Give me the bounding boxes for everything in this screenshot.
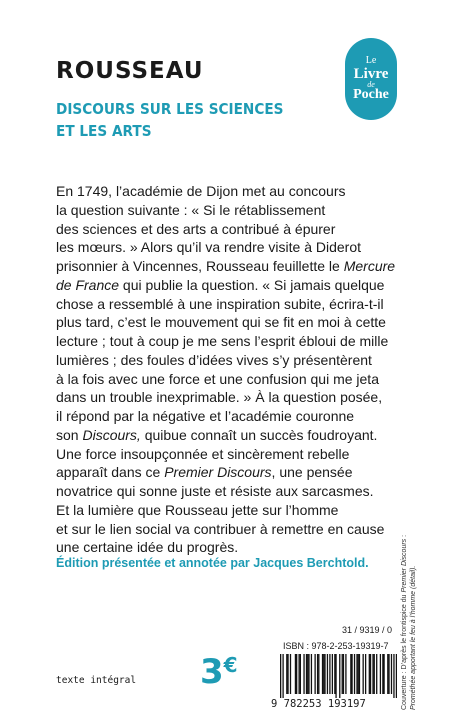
blurb-line xyxy=(56,351,396,370)
blurb-line xyxy=(56,445,396,464)
barcode-bar xyxy=(303,654,304,694)
blurb-line xyxy=(56,426,396,445)
italic-text: Premier Discours xyxy=(401,538,408,593)
text-segment: quibue connaît un succès foudroyant. xyxy=(140,426,378,443)
barcode-bar xyxy=(308,654,309,694)
blurb-line xyxy=(56,501,396,520)
barcode-bar xyxy=(318,654,319,694)
barcode-bar xyxy=(282,654,283,698)
blurb-line xyxy=(56,407,396,426)
barcode-bar xyxy=(383,654,384,694)
text-segment: Et la lumière que Rousseau jette sur l’homme xyxy=(56,501,339,518)
barcode xyxy=(280,654,397,698)
text-segment: son xyxy=(56,426,83,443)
barcode-digits: 9 782253 193197 xyxy=(271,698,366,710)
italic-text: Premier Discours xyxy=(164,464,272,481)
text-segment: chose a ressemblé à une inspiration subite, écrira-t-il xyxy=(56,295,384,312)
blurb-line xyxy=(56,238,396,257)
text-segment: qui publie la question. « Si jamais quelque xyxy=(119,276,385,293)
text-segment: la question suivante : « Si le rétablissement xyxy=(56,201,326,218)
barcode-bar xyxy=(311,654,312,694)
barcode-bar xyxy=(298,654,299,694)
logo-line: Le xyxy=(365,55,377,66)
blurb-line xyxy=(56,313,396,332)
text-segment: des sciences et des arts a contribué à épurer xyxy=(56,220,336,237)
barcode-bar xyxy=(387,654,388,694)
barcode-bar xyxy=(290,654,291,694)
text-segment: il répond par la négative et l’académie couronne xyxy=(56,408,355,424)
blurb-line xyxy=(56,182,396,201)
text-segment: lecture ; tout à coup je me sens l’esprit ébloui de mille xyxy=(56,333,389,349)
barcode-bar xyxy=(356,654,357,694)
barcode-bar xyxy=(335,654,336,698)
barcode-bar xyxy=(306,654,307,694)
barcode-bar xyxy=(322,654,323,694)
text-segment: et sur le lien social va contribuer à remettre en cause xyxy=(56,520,385,537)
blurb-line xyxy=(56,276,396,295)
barcode-bar xyxy=(351,654,352,694)
barcode-bar xyxy=(296,654,297,694)
barcode-bar xyxy=(374,654,375,694)
barcode-bar xyxy=(372,654,373,694)
logo-line: Livre xyxy=(353,66,389,82)
text-segment: , une pensée xyxy=(271,464,353,481)
book-title xyxy=(56,98,320,142)
price-value: 3 xyxy=(200,652,224,692)
barcode-bar xyxy=(354,654,355,694)
text-segment: à la fois avec une force et une confusion qui me jeta xyxy=(56,370,379,387)
barcode-bar xyxy=(393,654,394,698)
barcode-bar xyxy=(382,654,383,694)
back-cover-blurb xyxy=(56,182,396,557)
barcode-bar xyxy=(343,654,344,694)
title-line-1: DISCOURS SUR LES SCIENCES xyxy=(56,100,284,118)
blurb-line xyxy=(56,332,396,351)
barcode-bar xyxy=(396,654,397,698)
blurb-line xyxy=(56,463,396,482)
barcode-bar xyxy=(370,654,371,694)
barcode-bar xyxy=(342,654,343,694)
barcode-bar xyxy=(295,654,296,694)
text-segment: En 1749, l’académie de Dijon met au concours xyxy=(56,183,346,199)
spine-line xyxy=(409,560,418,710)
barcode-bar xyxy=(359,654,360,694)
barcode-bar xyxy=(345,654,346,694)
barcode-bar xyxy=(380,654,381,694)
barcode-bar xyxy=(365,654,366,694)
text-segment: plus tard, c’est le mouvement qui se fit en moi à cette xyxy=(56,314,386,331)
text-segment: Couverture : D’après le frontispice du xyxy=(401,592,408,710)
italic-text: Mercure xyxy=(343,258,396,274)
isbn: ISBN : 978-2-253-19319-7 xyxy=(283,641,389,651)
blurb-line xyxy=(56,520,396,539)
barcode-bar xyxy=(324,654,325,694)
blurb-line xyxy=(56,370,396,389)
barcode-bar xyxy=(329,654,330,694)
publisher-logo xyxy=(345,38,397,120)
logo-line: Poche xyxy=(353,87,389,102)
barcode-bar xyxy=(363,654,364,694)
text-segment: Une force insoupçonnée et sincèrement rebelle xyxy=(56,445,350,462)
blurb-line xyxy=(56,295,396,314)
barcode-bar xyxy=(323,654,324,694)
blurb-line xyxy=(56,538,396,557)
spine-line xyxy=(400,534,409,710)
logo-line: de xyxy=(367,80,375,89)
title-line-2: ET LES ARTS xyxy=(56,122,152,140)
price xyxy=(200,652,238,692)
text-segment: lumières ; des foules d’idées vives s’y présentèrent xyxy=(56,351,372,368)
barcode-bar xyxy=(391,654,392,694)
barcode-bars xyxy=(280,654,397,698)
text-segment: : xyxy=(401,534,408,539)
text-segment: apparaît dans ce xyxy=(56,464,165,481)
blurb-line xyxy=(56,388,396,407)
barcode-bar xyxy=(327,654,328,694)
barcode-bar xyxy=(300,654,301,694)
barcode-bar xyxy=(317,654,318,694)
barcode-bar xyxy=(358,654,359,694)
barcode-bar xyxy=(307,654,308,694)
italic-text: Discours, xyxy=(82,426,141,443)
texte-integral-label: texte intégral xyxy=(56,675,137,686)
edition-credit: Édition présentée et annotée par Jacques Berchtold. xyxy=(56,556,369,570)
text-segment: novatrice qui sonne juste et résiste aux sarcasmes. xyxy=(56,483,374,499)
price-currency: € xyxy=(223,653,238,677)
barcode-bar xyxy=(339,654,340,698)
blurb-line xyxy=(56,220,396,239)
text-segment: dans un trouble inexprimable. » À la question posée, xyxy=(56,389,383,406)
blurb-line xyxy=(56,257,396,276)
barcode-bar xyxy=(350,654,351,694)
barcode-bar xyxy=(314,654,315,694)
barcode-bar xyxy=(332,654,333,694)
blurb-line xyxy=(56,482,396,501)
cover-credit xyxy=(400,534,438,710)
barcode-bar xyxy=(286,654,287,694)
text-segment: prisonnier à Vincennes, Rousseau feuillette le xyxy=(56,258,344,274)
barcode-bar xyxy=(280,654,281,698)
catalog-code: 31 / 9319 / 0 xyxy=(341,625,392,635)
barcode-bar xyxy=(376,654,377,694)
barcode-bar xyxy=(369,654,370,694)
italic-text: de France xyxy=(56,276,120,293)
text-segment: une certaine idée du progrès. xyxy=(56,539,239,556)
text-segment: les mœurs. » Alors qu’il va rendre visite à Diderot xyxy=(56,239,361,256)
barcode-bar xyxy=(334,654,335,694)
author-name: ROUSSEAU xyxy=(56,58,204,84)
barcode-bar xyxy=(388,654,389,694)
italic-text: Prométhée apportant le feu à l’homme (détail). xyxy=(410,565,417,710)
blurb-line xyxy=(56,201,396,220)
barcode-bar xyxy=(287,654,288,694)
